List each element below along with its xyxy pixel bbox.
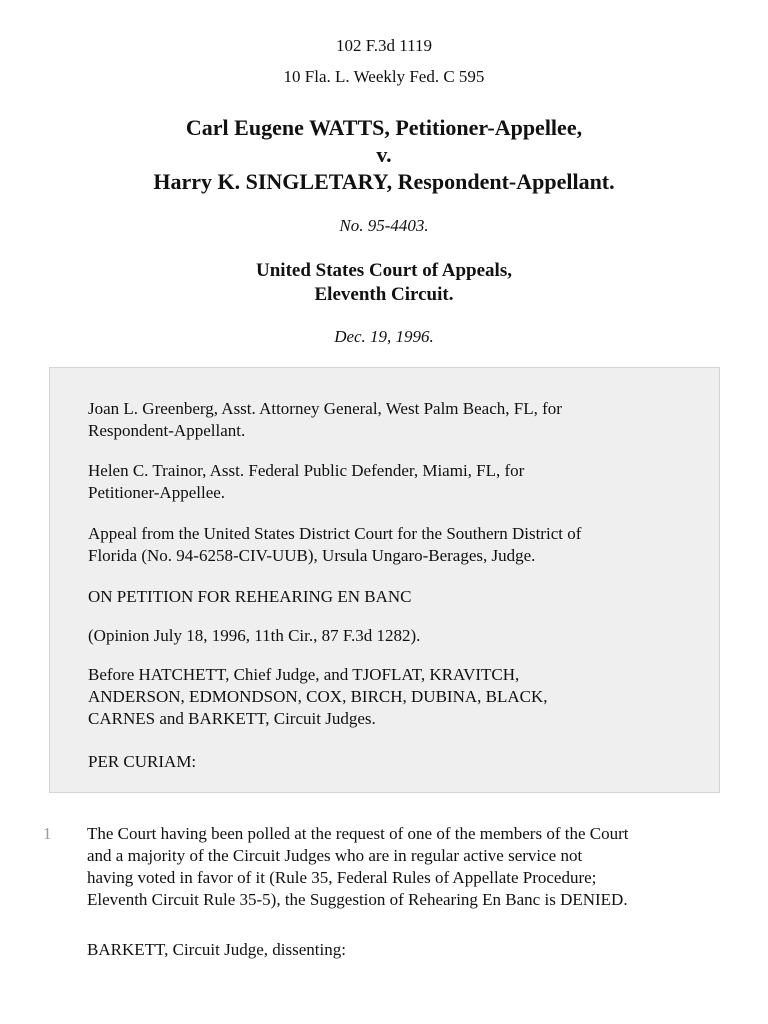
secondary-citation: 10 Fla. L. Weekly Fed. C 595 bbox=[283, 67, 485, 86]
per-curiam-heading: PER CURIAM: bbox=[88, 752, 197, 771]
court-name-line-2: Eleventh Circuit. bbox=[314, 284, 454, 305]
opinion-paragraph bbox=[87, 823, 727, 911]
opinion-paragraph-line-2: and a majority of the Circuit Judges who are in regular active service not bbox=[87, 846, 583, 865]
case-caption bbox=[0, 114, 768, 195]
paragraph-number: 1 bbox=[43, 824, 52, 843]
opinion-paragraph-line-3: having voted in favor of it (Rule 35, Federal Rules of Appellate Procedure; bbox=[87, 868, 597, 887]
panel-judges bbox=[88, 664, 688, 730]
counsel-respondent-line-1: Joan L. Greenberg, Asst. Attorney General, West Palm Beach, FL, for bbox=[88, 399, 562, 418]
caption-petitioner: Carl Eugene WATTS, Petitioner-Appellee, bbox=[185, 115, 583, 140]
counsel-respondent-line-2: Respondent-Appellant. bbox=[88, 421, 246, 440]
docket-number: No. 95-4403. bbox=[339, 216, 429, 235]
panel-judges-line-2: ANDERSON, EDMONDSON, COX, BIRCH, DUBINA, BLACK, bbox=[88, 687, 548, 706]
opinion-paragraph-line-1: The Court having been polled at the request of one of the members of the Court bbox=[87, 824, 629, 843]
counsel-petitioner-line-1: Helen C. Trainor, Asst. Federal Public Defender, Miami, FL, for bbox=[88, 461, 525, 480]
petition-heading: ON PETITION FOR REHEARING EN BANC bbox=[88, 587, 412, 606]
opinion-reference: (Opinion July 18, 1996, 11th Cir., 87 F.3d 1282). bbox=[88, 626, 421, 645]
counsel-petitioner-line-2: Petitioner-Appellee. bbox=[88, 483, 226, 502]
dissent-heading: BARKETT, Circuit Judge, dissenting: bbox=[87, 940, 346, 959]
caption-versus: v. bbox=[376, 142, 392, 167]
caption-respondent: Harry K. SINGLETARY, Respondent-Appellant. bbox=[153, 169, 615, 194]
counsel-respondent bbox=[88, 398, 688, 442]
appeal-origin-line-2: Florida (No. 94-6258-CIV-UUB), Ursula Ungaro-Berages, Judge. bbox=[88, 546, 536, 565]
reporter-citation: 102 F.3d 1119 bbox=[335, 36, 433, 55]
opinion-paragraph-line-4: Eleventh Circuit Rule 35-5), the Suggestion of Rehearing En Banc is DENIED. bbox=[87, 890, 628, 909]
case-summary-box bbox=[49, 367, 720, 793]
counsel-petitioner bbox=[88, 460, 688, 504]
decision-date: Dec. 19, 1996. bbox=[334, 327, 434, 346]
court-name-line-1: United States Court of Appeals, bbox=[256, 260, 512, 281]
panel-judges-line-1: Before HATCHETT, Chief Judge, and TJOFLAT, KRAVITCH, bbox=[88, 665, 520, 684]
court-name bbox=[0, 259, 768, 307]
panel-judges-line-3: CARNES and BARKETT, Circuit Judges. bbox=[88, 709, 376, 728]
appeal-origin-line-1: Appeal from the United States District Court for the Southern District of bbox=[88, 524, 582, 543]
appeal-origin bbox=[88, 523, 688, 567]
